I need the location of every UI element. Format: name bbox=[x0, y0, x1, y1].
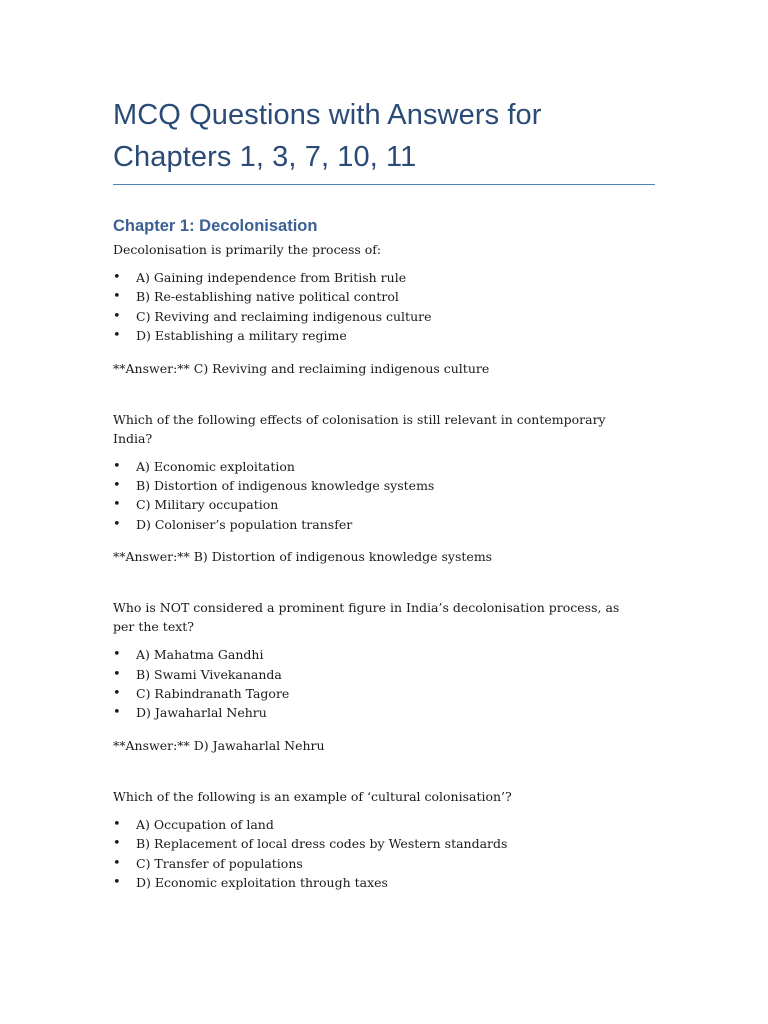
bullet-icon: • bbox=[113, 647, 121, 663]
bullet-icon: • bbox=[113, 289, 121, 305]
bullet-icon: • bbox=[113, 666, 121, 682]
option-item bbox=[113, 815, 643, 834]
option-item bbox=[113, 834, 643, 853]
option-text: A) Gaining independence from British rule bbox=[136, 270, 407, 285]
option-item bbox=[113, 854, 643, 873]
option-text: A) Occupation of land bbox=[136, 816, 274, 832]
option-item bbox=[113, 645, 643, 664]
answer-text: **Answer:** B) Distortion of indigenous knowledge systems bbox=[113, 549, 493, 565]
option-text: D) Establishing a military regime bbox=[136, 328, 347, 344]
option-item bbox=[113, 684, 643, 703]
option-item bbox=[113, 307, 643, 326]
options-list bbox=[113, 645, 643, 723]
option-item bbox=[113, 326, 643, 345]
option-text: C) Reviving and reclaiming indigenous culture bbox=[136, 308, 432, 324]
answer-text: **Answer:** C) Reviving and reclaiming indigenous culture bbox=[113, 360, 490, 376]
question-block bbox=[113, 787, 643, 893]
option-text: A) Mahatma Gandhi bbox=[136, 647, 264, 663]
title-underline bbox=[113, 184, 655, 185]
bullet-icon: • bbox=[113, 855, 121, 871]
bullet-icon: • bbox=[113, 497, 121, 513]
option-text: B) Replacement of local dress codes by Western standards bbox=[136, 836, 508, 852]
option-text: B) Swami Vivekananda bbox=[136, 666, 282, 682]
option-text: B) Re-establishing native political control bbox=[136, 289, 399, 305]
option-text: B) Distortion of indigenous knowledge systems bbox=[136, 478, 435, 494]
title-line-2: Chapters 1, 3, 7, 10, 11 bbox=[113, 141, 417, 173]
option-item bbox=[113, 703, 643, 722]
options-list bbox=[113, 815, 643, 893]
question-text: Which of the following is an example of ‘cultural colonisation’? bbox=[113, 788, 512, 804]
option-item bbox=[113, 268, 643, 287]
option-text: C) Military occupation bbox=[136, 497, 279, 513]
option-item bbox=[113, 665, 643, 684]
chapter-heading: Chapter 1: Decolonisation bbox=[113, 217, 318, 235]
option-text: C) Rabindranath Tagore bbox=[136, 686, 290, 702]
option-text: A) Economic exploitation bbox=[136, 458, 295, 474]
option-text: D) Economic exploitation through taxes bbox=[136, 875, 388, 891]
bullet-icon: • bbox=[113, 875, 121, 891]
bullet-icon: • bbox=[113, 836, 121, 852]
option-text: C) Transfer of populations bbox=[136, 855, 303, 871]
question-text: Which of the following effects of colonisation is still relevant in contemporary India? bbox=[113, 411, 606, 446]
option-item bbox=[113, 515, 643, 534]
option-item bbox=[113, 476, 643, 495]
options-list bbox=[113, 457, 643, 535]
bullet-icon: • bbox=[113, 705, 121, 721]
option-item bbox=[113, 873, 643, 892]
question-block bbox=[113, 240, 643, 378]
document-title bbox=[113, 94, 643, 178]
bullet-icon: • bbox=[113, 516, 121, 532]
bullet-icon: • bbox=[113, 458, 121, 474]
option-item bbox=[113, 457, 643, 476]
bullet-icon: • bbox=[113, 686, 121, 702]
bullet-icon: • bbox=[113, 478, 121, 494]
answer-text: **Answer:** D) Jawaharlal Nehru bbox=[113, 737, 325, 753]
document-page bbox=[113, 94, 643, 893]
bullet-icon: • bbox=[113, 816, 121, 832]
option-text: D) Jawaharlal Nehru bbox=[136, 705, 267, 721]
question-text: Who is NOT considered a prominent figure in India’s decolonisation process, as per the text? bbox=[113, 600, 620, 635]
options-list bbox=[113, 268, 643, 346]
title-line-1: MCQ Questions with Answers for bbox=[113, 99, 542, 131]
option-item bbox=[113, 287, 643, 306]
bullet-icon: • bbox=[113, 308, 121, 324]
question-block bbox=[113, 598, 643, 755]
bullet-icon: • bbox=[113, 328, 121, 344]
option-text: D) Coloniser’s population transfer bbox=[136, 516, 353, 532]
question-block bbox=[113, 410, 643, 567]
option-item bbox=[113, 495, 643, 514]
bullet-icon: • bbox=[113, 270, 121, 285]
question-text: Decolonisation is primarily the process of: bbox=[113, 242, 382, 257]
